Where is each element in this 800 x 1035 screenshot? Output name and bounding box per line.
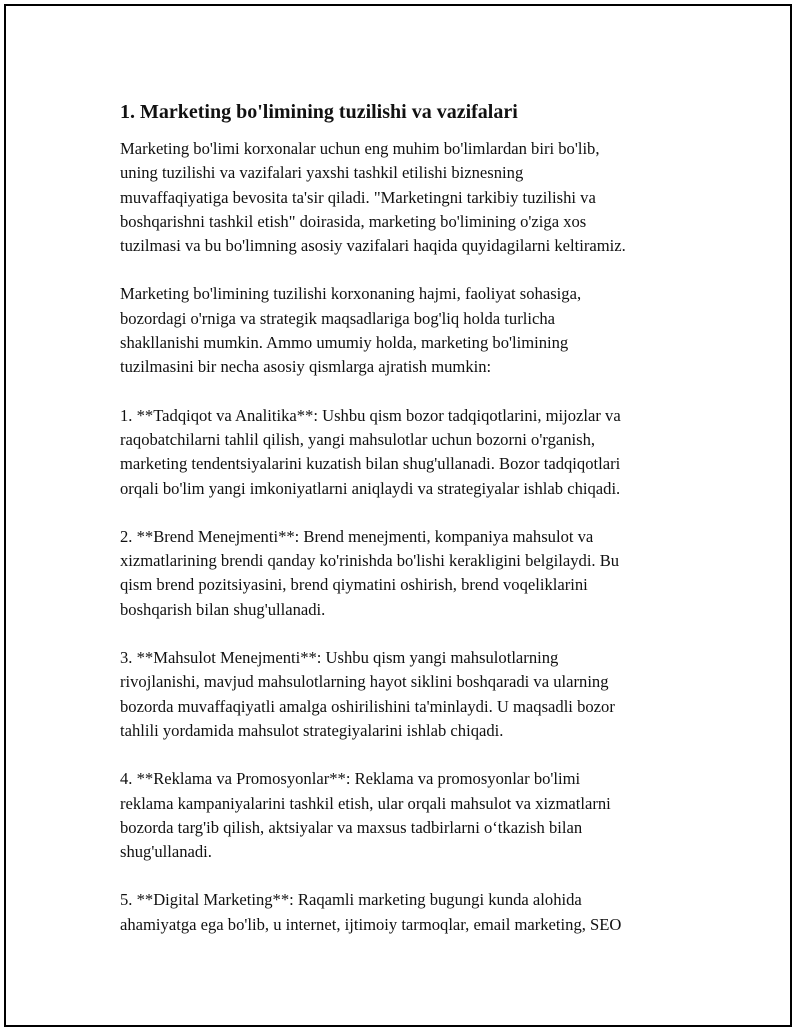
text-line: qism brend pozitsiyasini, brend qiymatini oshirish, brend voqeliklarini	[120, 575, 588, 595]
text-line: muvaffaqiyatiga bevosita ta'sir qiladi. "Marketingni tarkibiy tuzilishi va	[120, 187, 596, 207]
text-line: raqobatchilarni tahlil qilish, yangi mahsulotlar uchun bozorni o'rganish,	[120, 429, 596, 449]
paragraph-item-2	[120, 525, 700, 622]
text-line: Marketing bo'limi korxonalar uchun eng muhim bo'limlardan biri bo'lib,	[120, 139, 600, 158]
text-line: reklama kampaniyalarini tashkil etish, ular orqali mahsulot va xizmatlarni	[120, 793, 611, 813]
paragraph-structure	[120, 282, 700, 379]
paragraph-item-4	[120, 767, 700, 864]
text-line: Marketing bo'limining tuzilishi korxonaning hajmi, faoliyat sohasiga,	[120, 284, 582, 304]
text-line: bozorda muvaffaqiyatli amalga oshirilishini ta'minlaydi. U maqsadli bozor	[120, 696, 615, 716]
text-line: boshqarish bilan shug'ullanadi.	[120, 599, 326, 619]
document-body	[120, 98, 700, 961]
text-line: 4. **Reklama va Promosyonlar**: Reklama va promosyonlar bo'limi	[120, 769, 581, 789]
text-line: 3. **Mahsulot Menejmenti**: Ushbu qism yangi mahsulotlarning	[120, 648, 559, 668]
text-line: rivojlanishi, mavjud mahsulotlarning hayot siklini boshqaradi va ularning	[120, 672, 609, 692]
paragraph-item-1	[120, 404, 700, 501]
text-line: boshqarishni tashkil etish" doirasida, marketing bo'limining o'ziga xos	[120, 211, 587, 231]
paragraph-item-3	[120, 646, 700, 743]
text-line: tuzilmasini bir necha asosiy qismlarga ajratish mumkin:	[120, 357, 492, 377]
text-line: orqali bo'lim yangi imkoniyatlarni aniqlaydi va strategiyalar ishlab chiqadi.	[120, 478, 621, 498]
text-line: marketing tendentsiyalarini kuzatish bilan shug'ullanadi. Bozor tadqiqotlari	[120, 454, 621, 474]
document-title: 1. Marketing bo'limining tuzilishi va vazifalari	[120, 101, 518, 123]
document-page	[4, 4, 792, 1027]
paragraph-item-5	[120, 888, 700, 937]
paragraph-intro	[120, 137, 700, 258]
text-line: 2. **Brend Menejmenti**: Brend menejmenti, kompaniya mahsulot va	[120, 526, 594, 546]
text-line: uning tuzilishi va vazifalari yaxshi tashkil etilishi biznesning	[120, 163, 524, 183]
text-line: ahamiyatga ega bo'lib, u internet, ijtimoiy tarmoqlar, email marketing, SEO	[120, 914, 622, 934]
text-line: shug'ullanadi.	[120, 842, 212, 862]
text-line: xizmatlarining brendi qanday ko'rinishda bo'lishi kerakligini belgilaydi. Bu	[120, 551, 620, 571]
text-line: shakllanishi mumkin. Ammo umumiy holda, marketing bo'limining	[120, 333, 569, 353]
text-line: tuzilmasi va bu bo'limning asosiy vazifalari haqida quyidagilarni keltiramiz.	[120, 236, 626, 256]
text-line: 5. **Digital Marketing**: Raqamli marketing bugungi kunda alohida	[120, 890, 582, 910]
text-line: tahlili yordamida mahsulot strategiyalarini ishlab chiqadi.	[120, 720, 504, 740]
text-line: bozorda targ'ib qilish, aktsiyalar va maxsus tadbirlarni o‘tkazish bilan	[120, 817, 583, 837]
text-line: bozordagi o'rniga va strategik maqsadlariga bog'liq holda turlicha	[120, 308, 555, 328]
text-line: 1. **Tadqiqot va Analitika**: Ushbu qism bozor tadqiqotlarini, mijozlar va	[120, 405, 621, 425]
